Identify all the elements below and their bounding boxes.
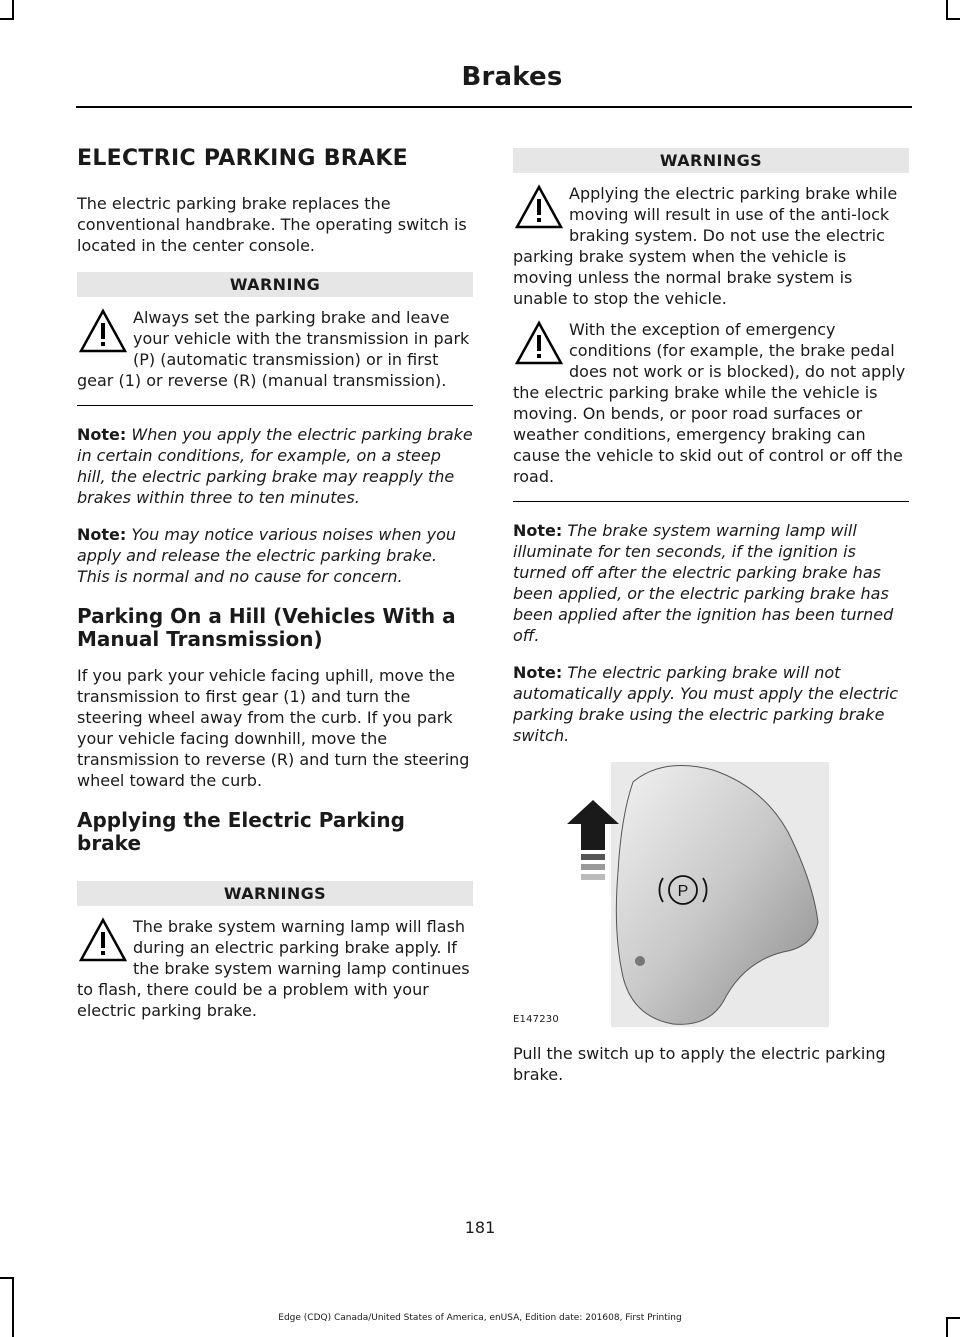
section-title: ELECTRIC PARKING BRAKE bbox=[77, 146, 409, 171]
note-paragraph bbox=[513, 520, 909, 646]
figure-caption: Pull the switch up to apply the electric parking brake. bbox=[513, 1044, 886, 1084]
warning-text: With the exception of emergency conditions (for example, the brake pedal does not work or is blocked), do not apply the electric parking brake while the vehicle is moving. On bends, or poor road surfaces or weather conditions, emergency braking can cause the vehicle to skid out of control or off the road. bbox=[513, 320, 906, 486]
warning-block bbox=[513, 183, 909, 502]
note-paragraph bbox=[77, 424, 473, 508]
warning-item bbox=[77, 916, 473, 1021]
note-paragraph bbox=[77, 524, 473, 587]
note-text: The electric parking brake will not automatically apply. You must apply the electric parking brake using the electric parking brake switch. bbox=[513, 663, 899, 745]
left-column bbox=[77, 146, 473, 1021]
note-text: The brake system warning lamp will illuminate for ten seconds, if the ignition is turned off after the electric parking brake has been applied, or the electric parking brake has been applied after the ignition has been turned off. bbox=[513, 521, 894, 645]
warning-text: The brake system warning lamp will flash during an electric parking brake apply. If the brake system warning lamp continues to flash, there could be a problem with your electric parking brake. bbox=[77, 917, 470, 1020]
warning-heading: WARNING bbox=[77, 272, 473, 297]
footer-edition: Edge (CDQ) Canada/United States of America, enUSA, Edition date: 201608, First Printing bbox=[278, 1313, 682, 1323]
crop-mark bbox=[946, 0, 948, 20]
note-label: Note: bbox=[77, 425, 127, 444]
warning-block bbox=[77, 307, 473, 406]
figure-label: E147230 bbox=[513, 1014, 559, 1025]
page-number: 181 bbox=[464, 1218, 496, 1237]
crop-mark bbox=[946, 18, 960, 20]
crop-mark bbox=[0, 18, 14, 20]
warning-item bbox=[513, 319, 909, 487]
subheading-applying-brake: Applying the Electric Parking brake bbox=[77, 808, 405, 855]
warning-text: Applying the electric parking brake while moving will result in use of the anti-lock braking system. Do not use the electric parking brake system when the vehicle is moving unless the normal brake system is unable to stop the vehicle. bbox=[513, 184, 898, 308]
subheading-parking-on-hill: Parking On a Hill (Vehicles With a Manual Transmission) bbox=[77, 604, 456, 651]
warning-triangle-icon bbox=[77, 916, 129, 964]
warning-heading: WARNINGS bbox=[77, 881, 473, 906]
warning-block bbox=[77, 916, 473, 1021]
parking-brake-switch-illustration bbox=[513, 762, 829, 1027]
warning-text: Always set the parking brake and leave your vehicle with the transmission in park (P) (automatic transmission) or in first gear (1) or reverse (R) (manual transmission). bbox=[77, 308, 470, 390]
hill-paragraph: If you park your vehicle facing uphill, move the transmission to first gear (1) and turn the steering wheel away from the curb. If you park your vehicle facing downhill, move the transmission to reverse (R) and turn the steering wheel toward the curb. bbox=[77, 666, 470, 790]
crop-mark bbox=[0, 1277, 14, 1279]
note-label: Note: bbox=[513, 521, 563, 540]
note-text: You may notice various noises when you apply and release the electric parking brake. This is normal and no cause for concern. bbox=[77, 525, 457, 586]
switch-symbol-letter: P bbox=[677, 883, 689, 900]
header-divider bbox=[76, 106, 912, 108]
crop-mark bbox=[12, 0, 14, 20]
note-text: When you apply the electric parking brake in certain conditions, for example, on a steep hill, the electric parking brake may reapply the brakes within three to ten minutes. bbox=[77, 425, 473, 507]
note-label: Note: bbox=[77, 525, 127, 544]
warning-triangle-icon bbox=[513, 183, 565, 231]
parking-brake-switch-figure bbox=[513, 762, 829, 1027]
warning-item bbox=[513, 183, 909, 309]
crop-mark bbox=[12, 1277, 14, 1337]
note-label: Note: bbox=[513, 663, 563, 682]
warning-item bbox=[77, 307, 473, 391]
page-title: Brakes bbox=[461, 62, 563, 92]
warning-heading: WARNINGS bbox=[513, 148, 909, 173]
intro-paragraph: The electric parking brake replaces the conventional handbrake. The operating switch is located in the center console. bbox=[77, 194, 467, 255]
note-paragraph bbox=[513, 662, 909, 746]
warning-triangle-icon bbox=[77, 307, 129, 355]
right-column bbox=[513, 146, 909, 1101]
warning-triangle-icon bbox=[513, 319, 565, 367]
